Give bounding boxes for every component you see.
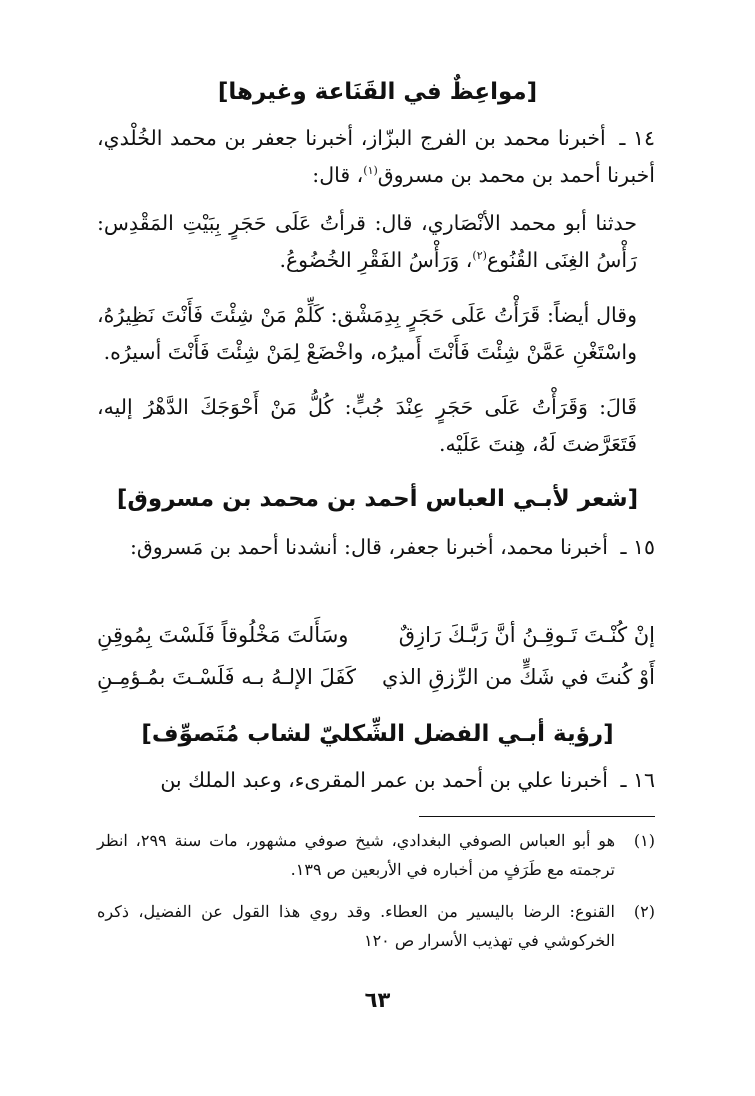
item-number: ١٤ ـ [619, 126, 655, 150]
paragraph-14 [97, 120, 655, 194]
footnote-number: (١) [633, 831, 655, 850]
verse-second-hemistich: وسَأَلتَ مَخْلُوقاً فَلَسْتَ بِمُوقِنِ [97, 623, 349, 647]
verse-line [97, 617, 655, 653]
paragraph-text: أخبرنا علي بن أحمد بن عمر المقرىء، وعبد الملك بن [160, 768, 608, 792]
quote-jerusalem [97, 205, 637, 279]
footnote-text: القنوع: الرضا باليسير من العطاء. وقد روي هذا القول عن الفضيل، ذكره الخركوشي في تهذيب الأسرار ص ١٢٠ [97, 902, 615, 950]
paragraph-text: أخبرنا محمد، أخبرنا جعفر، قال: أنشدنا أحمد بن مَسروق: [130, 535, 608, 559]
page-number: ٦٣ [364, 988, 391, 1012]
footnote-divider [419, 816, 655, 817]
footnote-2 [97, 897, 655, 955]
paragraph-15 [97, 529, 655, 566]
verse-first-hemistich: إنْ كُنْـتَ تَـوقِـنُ أنَّ رَبَّـكَ رَازِقٌ [398, 623, 655, 647]
footnote-1 [97, 826, 655, 884]
section-heading-contentment: [مواعِظٌ في القَنَاعة وغيرها] [217, 79, 538, 105]
verse-first-hemistich: أَوْ كُنتَ في شَكٍّ من الرِّزقِ الذي [382, 665, 655, 689]
paragraph-text: أخبرنا محمد بن الفرج البزّاز، أخبرنا جعفر بن محمد الخُلْدي، أخبرنا أحمد بن محمد بن مسروق [97, 126, 655, 187]
quote-text-end: ، وَرَأْسُ الفَقْرِ الخُضُوعُ. [279, 248, 473, 272]
footnote-number: (٢) [633, 902, 655, 921]
section-heading-poetry: [شعر لأبـي العباس أحمد بن محمد بن مسروق] [116, 486, 639, 512]
quote-text: حدثنا أبو محمد الأنْصَاري، قال: قرأتُ عَلَى حَجَرٍ بِبَيْتِ المَقْدِس: رَأْسُ الغِنَى القُنُوع [97, 211, 637, 272]
footnote-ref-1: (١) [363, 164, 378, 178]
item-number: ١٦ ـ [620, 768, 655, 792]
footnote-ref-2: (٢) [472, 249, 487, 263]
paragraph-text-end: ، قال: [312, 163, 364, 187]
footnote-text: هو أبو العباس الصوفي البغدادي، شيخ صوفي مشهور، مات سنة ٢٩٩، انظر ترجمته مع طَرَفٍ من أخباره في الأربعين ص ١٣٩. [97, 831, 616, 879]
item-number: ١٥ ـ [620, 535, 655, 559]
verse-second-hemistich: كَفَلَ الإلـهُ بـه فَلَسْـتَ بمُـؤمِـنِ [97, 665, 356, 689]
quote-well: قَالَ: وَقَرَأْتُ عَلَى حَجَرٍ عِنْدَ جُبٍّ: كُلُّ مَنْ أَحْوَجَكَ الدَّهْرُ إليه، فَتَعَرَّضتَ لَهُ، هِنتَ عَلَيْه. [97, 395, 637, 456]
verse-line [97, 659, 655, 695]
paragraph-16 [97, 762, 655, 799]
section-heading-vision: [رؤية أبـي الفضل الشِّكليّ لشاب مُتَصوِّف] [141, 721, 614, 747]
quote-damascus: وقال أيضاً: قَرَأْتُ عَلَى حَجَرٍ بِدِمَشْق: كَلِّمْ مَنْ شِئْتَ فَأَنْتَ نَظِيرُهُ، واسْتَغْنِ عَمَّنْ شِئْتَ فَأَنْتَ أَميرُه، واخْضَعْ لِمَنْ شِئْتَ فَأَنْتَ أسيرُه. [97, 303, 637, 364]
